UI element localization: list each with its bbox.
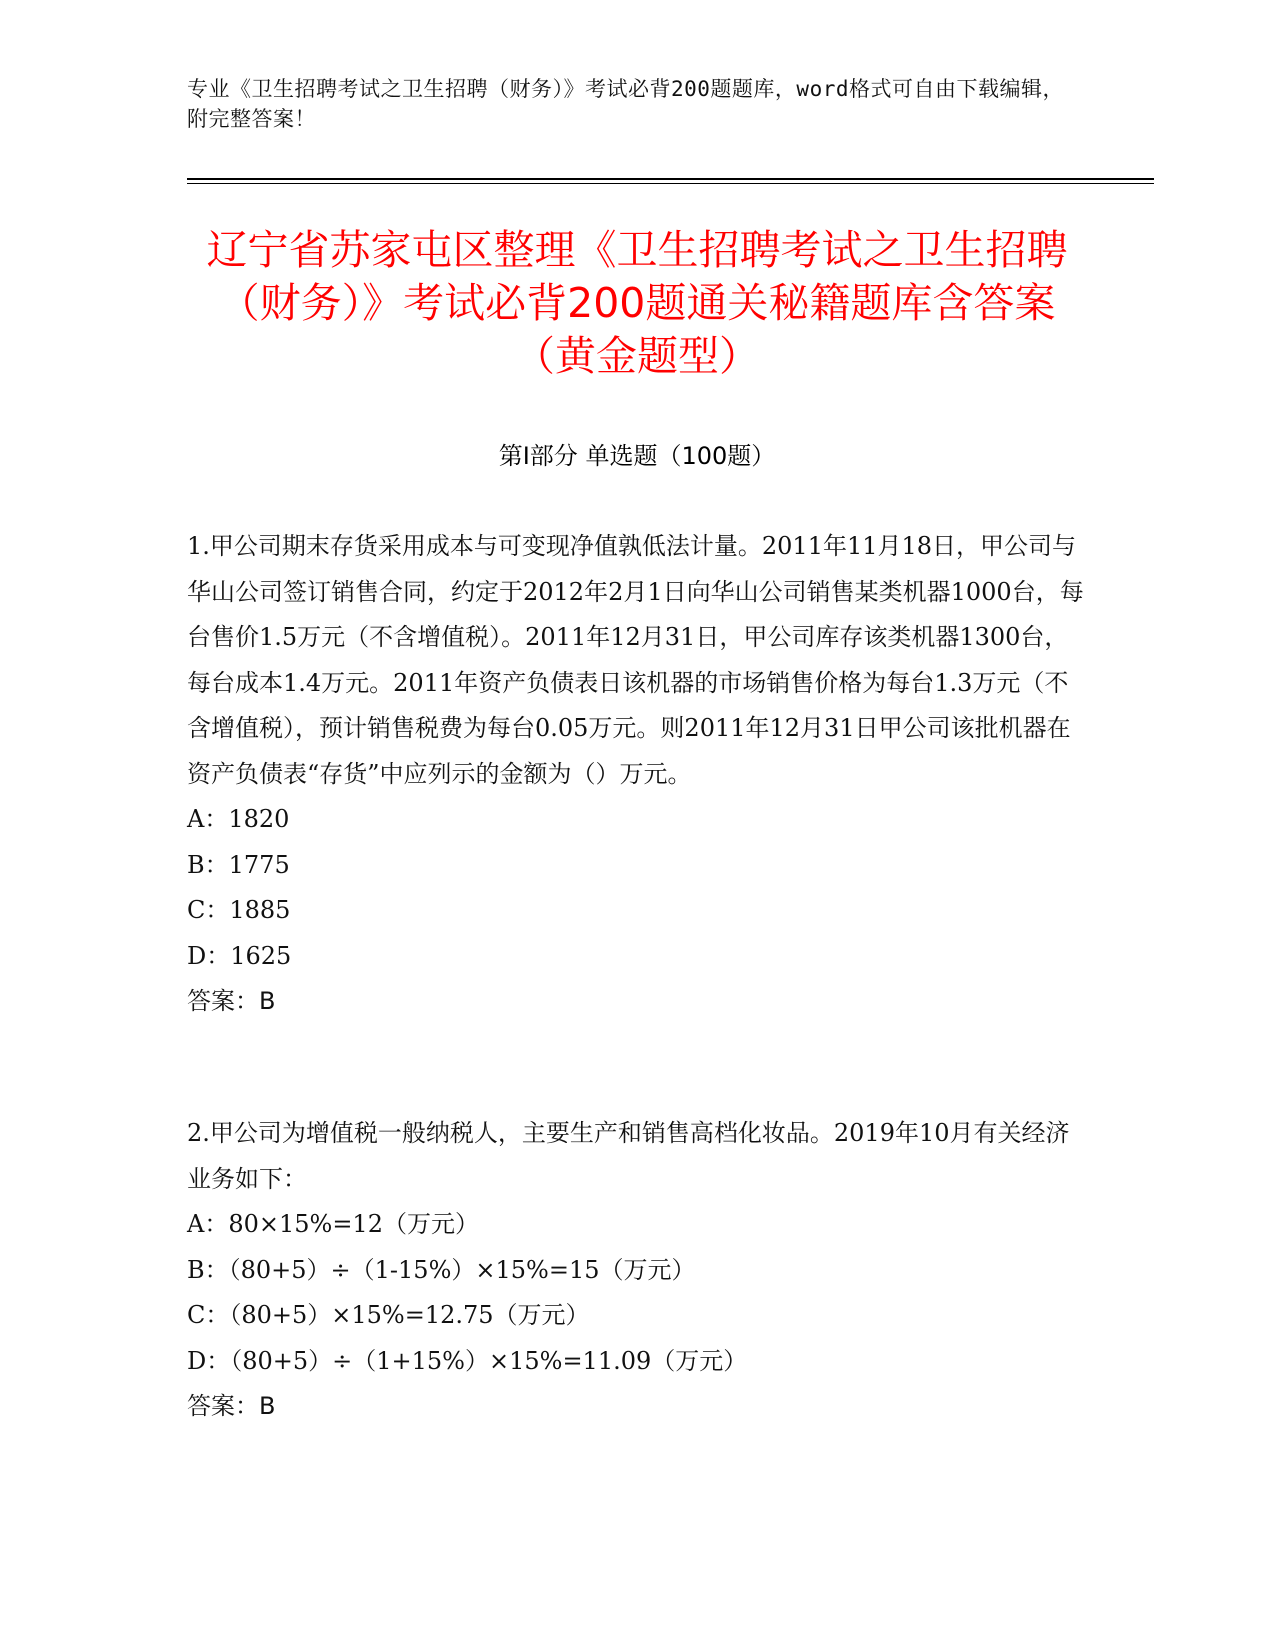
question-stem: 1.甲公司期末存货采用成本与可变现净值孰低法计量。2011年11月18日，甲公司与华山公司签订销售合同，约定于2012年2月1日向华山公司销售某类机器1000台，每台售价1.5万元（不含增值税）。2011年12月31日，甲公司库存该类机器1300台，每台成本1.4万元。2011年资产负债表日该机器的市场销售价格为每台1.3万元（不含增值税），预计销售税费为每台0.05万元。则2011年12月31日甲公司该批机器在资产负债表“存货”中应列示的金额为（）万元。	[187, 532, 1084, 788]
header-note: 专业《卫生招聘考试之卫生招聘（财务）》考试必背200题题库，word格式可自由下载编辑，附完整答案！	[187, 77, 1064, 131]
header-rule-thick	[187, 178, 1154, 180]
option-c: C：1885	[187, 896, 291, 924]
question-stem: 2.甲公司为增值税一般纳税人，主要生产和销售高档化妆品。2019年10月有关经济业务如下：	[187, 1119, 1070, 1193]
option-c: C：（80+5）×15%=12.75（万元）	[187, 1301, 590, 1329]
question-block-1	[187, 524, 1087, 1025]
header-rule-thin	[187, 183, 1154, 184]
answer-label: 答案：B	[187, 987, 276, 1015]
option-b: B：（80+5）÷（1-15%）×15%=15（万元）	[187, 1255, 696, 1284]
option-a: A：1820	[187, 805, 290, 833]
option-d: D：（80+5）÷（1+15%）×15%=11.09（万元）	[187, 1346, 748, 1375]
document-title: 辽宁省苏家屯区整理《卫生招聘考试之卫生招聘（财务）》考试必背200题通关秘籍题库含答案（黄金题型）	[206, 226, 1068, 380]
option-b: B：1775	[187, 850, 290, 879]
option-d: D：1625	[187, 941, 292, 970]
answer-label: 答案：B	[187, 1392, 276, 1420]
option-a: A：80×15%=12（万元）	[187, 1210, 479, 1238]
question-block-2	[187, 1111, 1087, 1430]
section-title: 第Ⅰ部分 单选题（100题）	[498, 442, 776, 470]
